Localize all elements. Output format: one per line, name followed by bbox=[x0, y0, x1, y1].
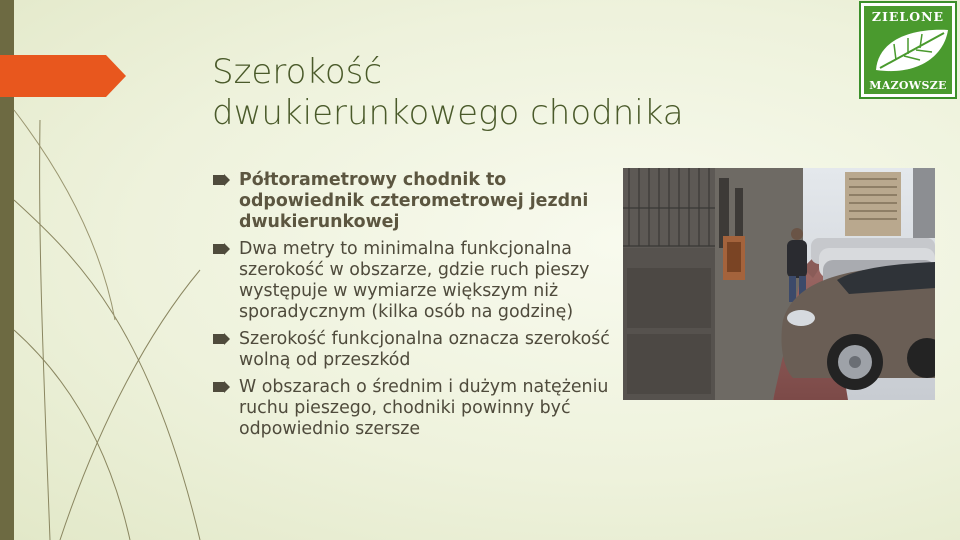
bullet-item bbox=[213, 170, 623, 233]
bullet-text: Szerokość funkcjonalna oznacza szerokość wolną od przeszkód bbox=[239, 329, 610, 370]
arrow-bullet-icon bbox=[213, 333, 230, 345]
bullet-text: W obszarach o średnim i dużym natężeniu ruchu pieszego, chodniki powinny być odpowiednio szersze bbox=[239, 377, 609, 439]
title-arrow-marker bbox=[0, 55, 126, 97]
sidewalk-photo bbox=[623, 168, 935, 400]
arrow-bullet-icon bbox=[213, 174, 230, 186]
bullet-text: Półtorametrowy chodnik to odpowiednik czterometrowej jezdni dwukierunkowej bbox=[239, 170, 589, 232]
leaf-icon bbox=[868, 24, 952, 80]
bullet-item bbox=[213, 239, 623, 323]
logo-text-top: ZIELONE bbox=[871, 9, 945, 24]
arrow-bullet-icon bbox=[213, 381, 230, 393]
bullet-list bbox=[213, 170, 623, 446]
bullet-item bbox=[213, 329, 623, 371]
logo-background bbox=[864, 6, 952, 94]
bullet-text: Dwa metry to minimalna funkcjonalna szerokość w obszarze, gdzie ruch pieszy występuje w wymiarze większym niż sporadycznym (kilka osób na godzinę) bbox=[239, 239, 590, 322]
sidewalk-photo-illustration bbox=[623, 168, 935, 400]
slide-title-line2: dwukierunkowego chodnika bbox=[212, 93, 684, 134]
logo-text-bottom: MAZOWSZE bbox=[869, 79, 947, 92]
zielone-mazowsze-logo bbox=[859, 1, 957, 99]
arrow-bullet-icon bbox=[213, 243, 230, 255]
slide-title bbox=[212, 52, 772, 135]
slide-title-line1: Szerokość bbox=[212, 52, 383, 92]
bullet-item bbox=[213, 377, 623, 440]
